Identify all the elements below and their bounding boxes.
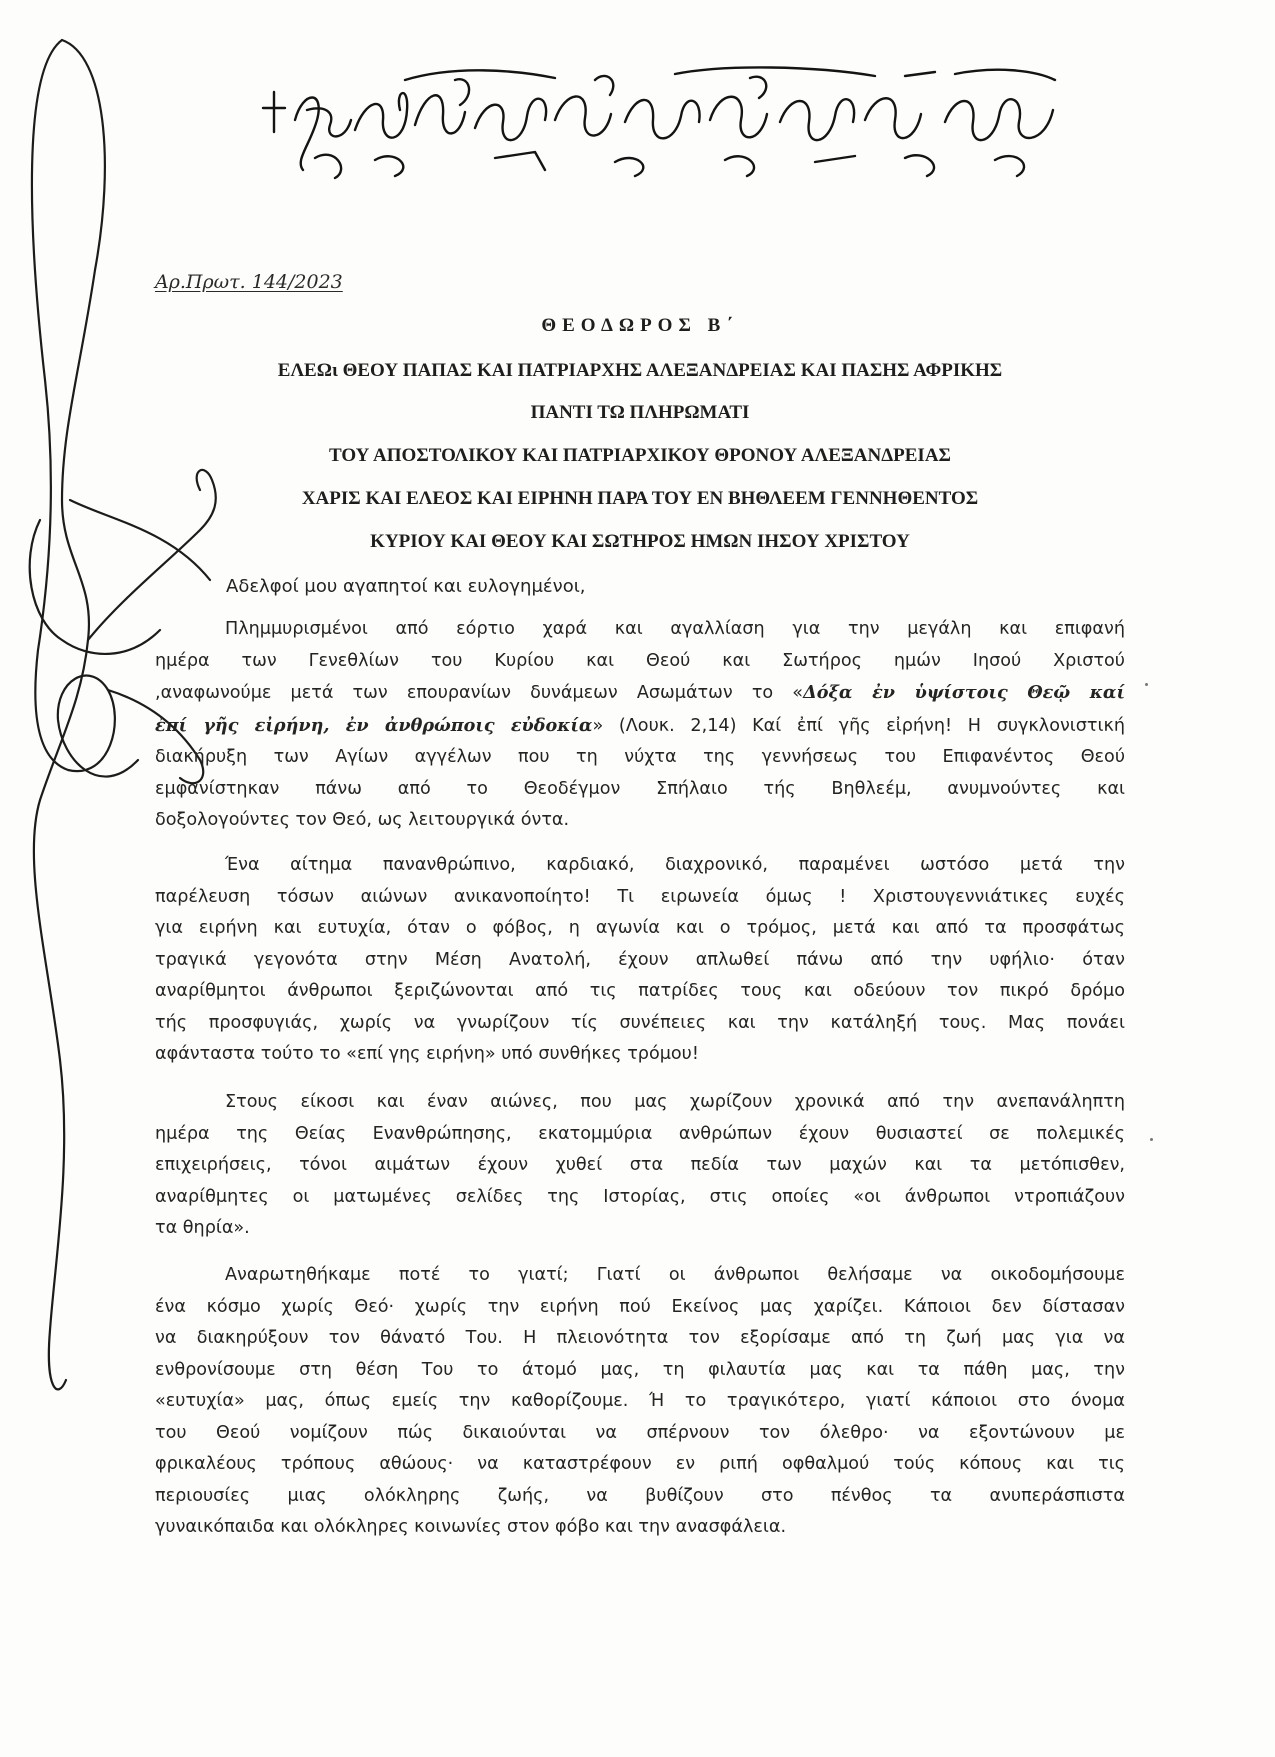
text-line: γυναικόπαιδα και ολόκληρες κοινωνίες στον φόβο και την ανασφάλεια. xyxy=(155,1517,787,1537)
text-line: διακήρυξη των Αγίων αγγέλων που τη νύχτα της γεννήσεως του Επιφανέντος Θεού xyxy=(155,747,1125,767)
text-line: του Θεού νομίζουν πώς δικαιούνται να σπέρνουν τον όλεθρο· να εξοντώνουν με xyxy=(155,1422,1125,1443)
text-line: Ένα αίτημα πανανθρώπινο, καρδιακό, διαχρονικό, παραμένει ωστόσο μετά την xyxy=(225,855,1125,875)
text-line: για ειρήνη και ευτυχία, όταν ο φόβος, η αγωνία και ο τρόμος, μετά και από τα προσφάτως xyxy=(155,918,1125,938)
text-line: τα θηρία». xyxy=(155,1218,250,1238)
text-line: παρέλευση τόσων αιώνων ανικανοποίητο! Τι ειρωνεία όμως ! Χριστουγεννιάτικες ευχές xyxy=(155,886,1125,907)
text-line xyxy=(155,677,1125,710)
text-line: Αναρωτηθήκαμε ποτέ το γιατί; Γιατί οι άνθρωποι θελήσαμε να οικοδομήσουμε xyxy=(225,1265,1125,1285)
text-line: Πλημμυρισμένοι από εόρτιο χαρά και αγαλλίαση για την μεγάλη και επιφανή xyxy=(225,619,1125,639)
scan-speck xyxy=(1150,1138,1153,1141)
scripture-quote: ἐπί γῆς εἰρήνη, ἐν ἀνθρώποις εὐδοκία xyxy=(155,714,593,736)
text-line: ενθρονίσουμε στη θέση Του το άτομό μας, τη φιλαυτία μας και τα πάθη μας, την xyxy=(155,1359,1125,1380)
scripture-quote: Δόξα ἐν ὑψίστοις Θεῷ καί xyxy=(803,682,1125,703)
text-line: αφάνταστα τούτο το «επί γης ειρήνη» υπό συνθήκες τρόμου! xyxy=(155,1044,699,1064)
text-line: να διακηρύξουν τον θάνατό Του. Η πλειονότητα τον εξορίσαμε από τη ζωή μας για να xyxy=(155,1328,1125,1348)
scan-speck xyxy=(1145,683,1148,686)
patriarch-signature xyxy=(255,50,1065,180)
text-line: ημέρα των Γενεθλίων του Κυρίου και Θεού και Σωτήρος ημών Ιησού Χριστού xyxy=(155,650,1125,671)
text-line: δοξολογούντες τον Θεό, ως λειτουργικά όντα. xyxy=(155,810,570,830)
heading-line-2: ΠΑΝΤΙ ΤΩ ΠΛΗΡΩΜΑΤΙ xyxy=(530,402,750,423)
text-line: ένα κόσμο χωρίς Θεό· χωρίς την ειρήνη πού Εκείνος μας χαρίζει. Κάποιοι δεν δίστασαν xyxy=(155,1296,1125,1317)
paragraph-3 xyxy=(155,1087,1125,1245)
protocol-number: Αρ.Πρωτ. 144/2023 xyxy=(155,271,343,293)
heading-line-1: ΕΛΕΩι ΘΕΟΥ ΠΑΠΑΣ ΚΑΙ ΠΑΤΡΙΑΡΧΗΣ ΑΛΕΞΑΝΔΡΕΙΑΣ ΚΑΙ ΠΑΣΗΣ ΑΦΡΙΚΗΣ xyxy=(277,360,1003,381)
text-line: ημέρα της Θείας Ενανθρώπησης, εκατομμύρια ανθρώπων έχουν θυσιαστεί σε πολεμικές xyxy=(155,1123,1125,1144)
heading-line-4: ΧΑΡΙΣ ΚΑΙ ΕΛΕΟΣ ΚΑΙ ΕΙΡΗΝΗ ΠΑΡΑ ΤΟΥ ΕΝ ΒΗΘΛΕΕΜ ΓΕΝΝΗΘΕΝΤΟΣ xyxy=(301,488,979,509)
patriarch-name: ΘΕΟΔΩΡΟΣ Β΄ xyxy=(541,315,739,336)
text-line: αναρίθμητοι άνθρωποι ξεριζώνονται από τις πατρίδες τους και οδεύουν τον πικρό δρόμο xyxy=(155,981,1125,1001)
text-line: περιουσίες μιας ολόκληρης ζωής, να βυθίζουν στο πένθος τα ανυπεράσπιστα xyxy=(155,1485,1125,1506)
greeting: Αδελφοί μου αγαπητοί και ευλογημένοι, xyxy=(226,576,586,597)
text-run: » (Λουκ. 2,14) Καί ἐπί γῆς εἰρήνη! Η συγκλονιστική xyxy=(592,715,1125,736)
paragraph-2 xyxy=(155,850,1125,1071)
heading-line-3: ΤΟΥ ΑΠΟΣΤΟΛΙΚΟΥ ΚΑΙ ΠΑΤΡΙΑΡΧΙΚΟΥ ΘΡΟΝΟΥ ΑΛΕΞΑΝΔΡΕΙΑΣ xyxy=(329,445,951,466)
text-line: τής προσφυγιάς, χωρίς να γνωρίζουν τίς συνέπειες και την κατάληξή τους. Μας πονάει xyxy=(155,1012,1125,1033)
paragraph-4 xyxy=(155,1260,1125,1544)
text-line: «ευτυχία» μας, όπως εμείς την καθορίζουμε. Ή το τραγικότερο, γιατί κάποιοι στο όνομα xyxy=(155,1391,1125,1411)
text-line: αναρίθμητες οι ματωμένες σελίδες της Ιστορίας, στις οποίες «οι άνθρωποι ντροπιάζουν xyxy=(155,1186,1125,1207)
text-line: φρικαλέους τρόπους αθώους· να καταστρέφουν εν ριπή οφθαλμού τούς κόπους και τις xyxy=(155,1454,1125,1474)
text-line: επιχειρήσεις, τόνοι αιμάτων έχουν χυθεί στα πεδία των μαχών και τα μετόπισθεν, xyxy=(155,1155,1125,1175)
text-line: Στους είκοσι και έναν αιώνες, που μας χωρίζουν χρονικά από την ανεπανάληπτη xyxy=(225,1092,1125,1112)
text-line: εμφανίστηκαν πάνω από το Θεοδέγμον Σπήλαιο τής Βηθλεέμ, ανυμνούντες και xyxy=(155,778,1125,799)
heading-line-5: ΚΥΡΙΟΥ ΚΑΙ ΘΕΟΥ ΚΑΙ ΣΩΤΗΡΟΣ ΗΜΩΝ ΙΗΣΟΥ ΧΡΙΣΤΟΥ xyxy=(370,531,910,552)
text-line xyxy=(155,710,1125,743)
text-run: ,αναφωνούμε μετά των επουρανίων δυνάμεων Ασωμάτων το « xyxy=(155,683,804,703)
text-line: τραγικά γεγονότα στην Μέση Ανατολή, έχουν απλωθεί πάνω από την υφήλιο· όταν xyxy=(155,949,1125,970)
paragraph-1 xyxy=(155,614,1125,837)
